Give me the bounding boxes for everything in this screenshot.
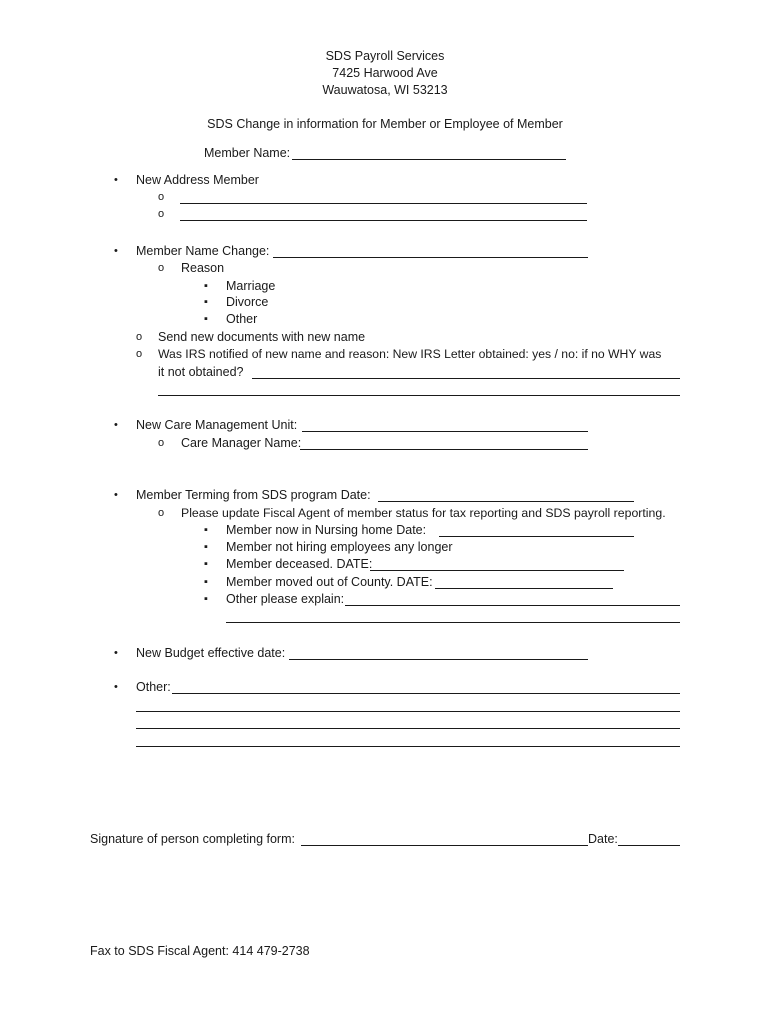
reason-divorce: Divorce <box>226 295 269 309</box>
other-field-3[interactable] <box>136 728 680 729</box>
company-name: SDS Payroll Services <box>325 49 445 63</box>
reason-other: Other <box>226 312 258 326</box>
bullet-icon: • <box>114 647 118 659</box>
date-field[interactable] <box>618 845 680 846</box>
fax-footer: Fax to SDS Fiscal Agent: 414 479-2738 <box>90 944 310 958</box>
terming-date-field[interactable] <box>378 501 634 502</box>
other-field-1[interactable] <box>172 693 680 694</box>
company-city: Wauwatosa, WI 53213 <box>322 83 448 97</box>
square-bullet-icon: ▪ <box>204 296 208 308</box>
square-bullet-icon: ▪ <box>204 541 208 553</box>
square-bullet-icon: ▪ <box>204 593 208 605</box>
square-bullet-icon: ▪ <box>204 313 208 325</box>
circle-bullet-icon: o <box>136 331 143 343</box>
terming-item-moved: Member moved out of County. DATE: <box>226 575 433 589</box>
terming-item-not-hiring: Member not hiring employees any longer <box>226 540 453 554</box>
nursing-home-date-field[interactable] <box>439 536 634 537</box>
irs-question-line-2: it not obtained? <box>158 365 244 379</box>
circle-bullet-icon: o <box>158 262 165 274</box>
terming-item-nursing-home: Member now in Nursing home Date: <box>226 523 427 537</box>
square-bullet-icon: ▪ <box>204 558 208 570</box>
reason-label: Reason <box>181 261 225 275</box>
circle-bullet-icon: o <box>158 191 165 203</box>
address-line-1-field[interactable] <box>180 203 587 204</box>
square-bullet-icon: ▪ <box>204 524 208 536</box>
name-change-field[interactable] <box>273 257 588 258</box>
deceased-date-field[interactable] <box>370 570 624 571</box>
new-address-label: New Address Member <box>136 173 259 187</box>
bullet-icon: • <box>114 245 118 257</box>
name-change-label: Member Name Change: <box>136 244 270 258</box>
circle-bullet-icon: o <box>158 208 165 220</box>
circle-bullet-icon: o <box>136 348 143 360</box>
care-unit-label: New Care Management Unit: <box>136 418 298 432</box>
square-bullet-icon: ▪ <box>204 280 208 292</box>
signature-label: Signature of person completing form: <box>90 832 295 846</box>
terming-item-other: Other please explain: <box>226 592 345 606</box>
budget-date-field[interactable] <box>289 659 588 660</box>
circle-bullet-icon: o <box>158 507 165 519</box>
circle-bullet-icon: o <box>158 437 165 449</box>
send-documents-text: Send new documents with new name <box>158 330 366 344</box>
reason-marriage: Marriage <box>226 279 276 293</box>
terming-item-deceased: Member deceased. DATE: <box>226 557 373 571</box>
care-manager-label: Care Manager Name: <box>181 436 302 450</box>
irs-question-line-1: Was IRS notified of new name and reason: New IRS Letter obtained: yes / no: if no WHY was <box>158 347 662 361</box>
bullet-icon: • <box>114 419 118 431</box>
irs-reason-field-2[interactable] <box>158 395 680 396</box>
irs-reason-field[interactable] <box>252 378 680 379</box>
budget-label: New Budget effective date: <box>136 646 286 660</box>
bullet-icon: • <box>114 174 118 186</box>
form-title: SDS Change in information for Member or Employee of Member <box>207 117 563 131</box>
member-name-field[interactable] <box>292 159 566 160</box>
moved-date-field[interactable] <box>435 588 613 589</box>
address-line-2-field[interactable] <box>180 220 587 221</box>
company-street: 7425 Harwood Ave <box>332 66 438 80</box>
other-field-4[interactable] <box>136 746 680 747</box>
bullet-icon: • <box>114 681 118 693</box>
date-label: Date: <box>588 832 618 846</box>
square-bullet-icon: ▪ <box>204 576 208 588</box>
other-explain-field-2[interactable] <box>226 622 680 623</box>
care-manager-field[interactable] <box>300 449 588 450</box>
signature-field[interactable] <box>301 845 588 846</box>
other-field-2[interactable] <box>136 711 680 712</box>
care-unit-field[interactable] <box>302 431 588 432</box>
member-name-label: Member Name: <box>204 146 291 160</box>
terming-instruction: Please update Fiscal Agent of member status for tax reporting and SDS payroll reporting. <box>181 506 666 520</box>
other-explain-field[interactable] <box>345 605 680 606</box>
terming-label: Member Terming from SDS program Date: <box>136 488 371 502</box>
bullet-icon: • <box>114 489 118 501</box>
other-label: Other: <box>136 680 171 694</box>
